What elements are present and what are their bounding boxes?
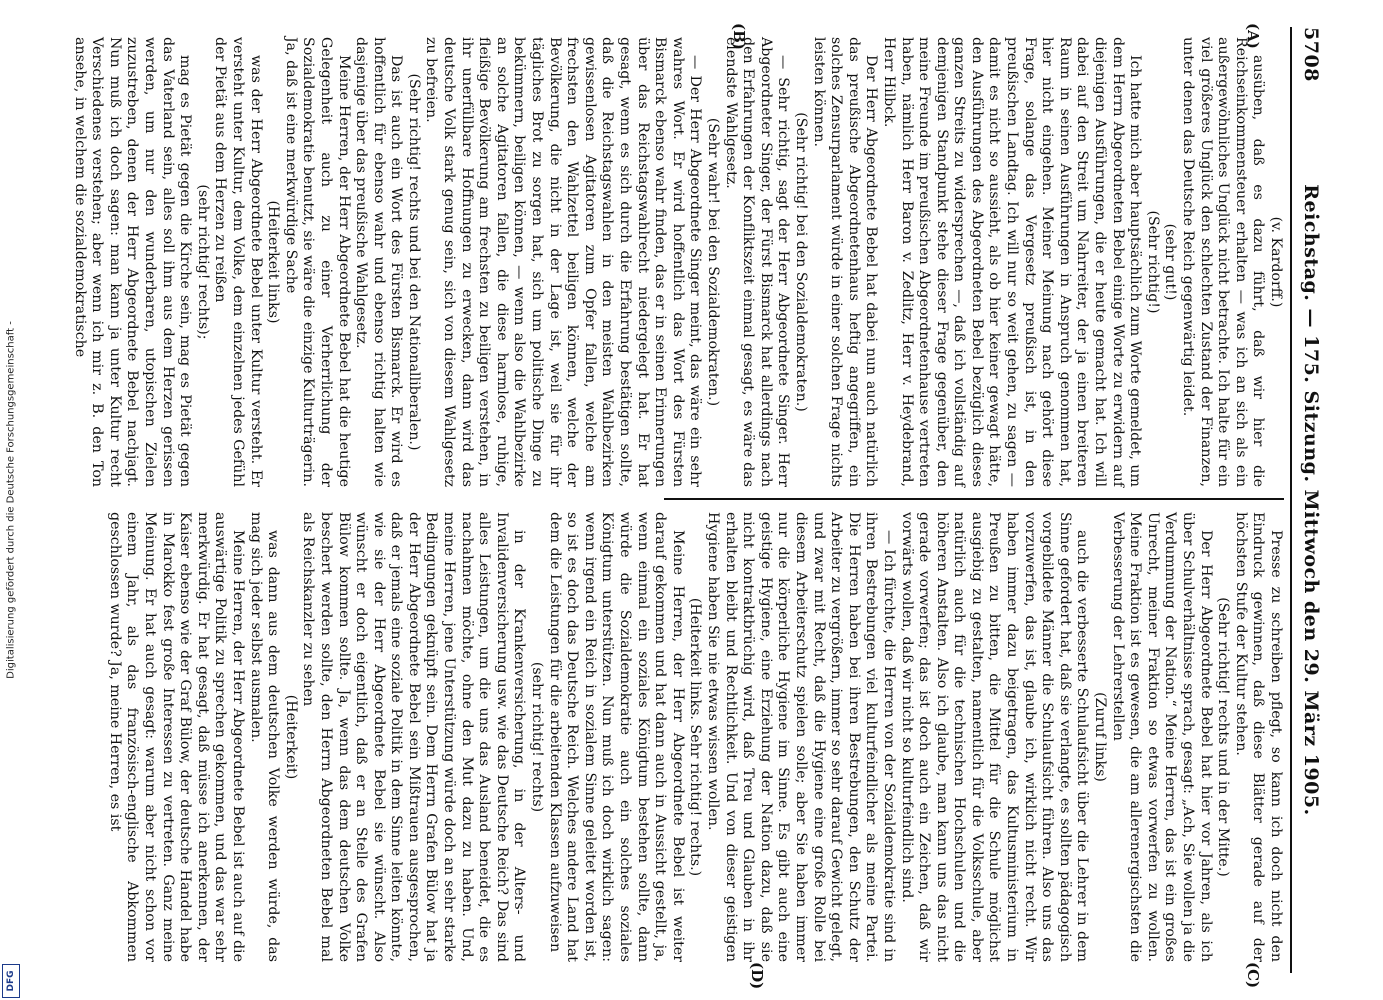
margin-marker-b: (B)	[730, 23, 748, 50]
digitization-note-text: Digitalisierung gefördert durch die Deutsche Forschungsgemeinschaft -	[5, 321, 17, 679]
left-text-column	[70, 37, 1284, 487]
interjection: (Heiterkeit links. Sehr richtig! rechts.)	[687, 597, 704, 877]
interjection: (Heiterkeit links)	[265, 200, 282, 324]
paragraph: Presse zu schreiben pflegt, so kann ich doch nicht den Eindruck gewinnen, daß diese Blätter gerade auf der höchsten Stufe der Kultur stehen.	[1232, 512, 1284, 962]
page-number: 5708	[1300, 27, 1322, 82]
paragraph: — Ich fürchte, die Herren von der Sozialdemokratie sind in ihren Bestrebungen viel kulturfeindlicher als meine Partei. Die Herren haben bei ihren Bestrebungen, den Schutz der Arbeiter zu vergrößern, immer so sehr darauf Gewicht gelegt, und zwar mit Recht, daß die Hygiene eine große Rolle bei diesem Arbeiterschutz spielen solle; aber Sie haben immer nur die körperliche Hygiene im Sinne. Es gibt auch eine geistige Hygiene, eine Erziehung der Nation dazu, daß sie nicht kontraktbrüchig wird, daß Treu und Glauben in ihr erhalten bleibt und Rechtlichkeit. Und von dieser geistigen Hygiene haben Sie nie etwas wissen wollen.	[705, 512, 897, 962]
interjection: (Sehr wahr! bei den Sozialdemokraten.)	[705, 117, 721, 407]
paragraph: Meine Herren, der Herr Abgeordnete Bebel ist weiter darauf gekommen und hat dann auch in Aussicht gestellt, ja, wenn einmal ein soziales Königtum bestehen sollte, dann würde die Sozialdemokratie auch ein solches soziales Königtum unterstützen. Nun muß ich doch wirklich sagen: wenn irgend ein Reich in sozialem Sinne geleitet worden ist, so ist es doch das Deutsche Reich. Welches andere Land hat dem die Leistungen für die arbeitenden Klassen aufzuweisen	[546, 512, 686, 962]
interjection: (sehr richtig! rechts)	[529, 661, 546, 813]
digitization-note	[2, 0, 20, 1000]
margin-marker-c: (C)	[1244, 962, 1262, 989]
margin-marker-d: (D)	[748, 962, 766, 990]
rotated-document-page	[46, 15, 1336, 990]
interjection: (Sehr richtig! rechts und bei den Nationalliberalen.)	[405, 73, 422, 451]
interjection: (Sehr richtig!)	[1144, 210, 1161, 314]
paragraph: Ich hatte mich aber hauptsächlich zum Worte gemeldet, um dem Herrn Abgeordneten Bebel einige Worte zu erwidern auf diejenigen Ausführungen, die er heute gemacht hat. Ich will dabei auf den Streit um Nahrreiter, der ja einen breiteren Raum in seinen Ausführungen in Anspruch genommen hat, hier nicht eingehen. Meiner Meinung nach gehört diese Frage, solange das Vergesetz preußisch ist, in den preußischen Landtag. Ich will nur so weit gehen, zu sagen — damit es nicht so aussieht, als ob hier keiner gewagt hätte, den Ausführungen des Abgeordneten Bebel bezüglich dieses ganzen Streits zu widersprechen —, daß ich vollständig auf demjenigen Standpunkt stehe dieser Frage gegenüber, den meine Freunde im preußischen Abgeordnetenhause vertreten haben, nämlich Herr Baron v. Zedlitz, Herr v. Heydebrand, Herr Hilbck.	[880, 37, 1144, 487]
paragraph: was der Herr Abgeordnete Bebel unter Kultur versteht. Er versteht unter Kultur, dem Volke, dem einzelnen jedes Gefühl der Pietät aus dem Herzen zu reißen	[212, 37, 264, 487]
paragraph: auch die verbesserte Schulaufsicht über die Lehrer in dem Sinne gefordert hat, daß sie verlangte, es sollten pädagogisch vorgebildete Männer die Schulaufsicht führen. Also uns das vorzuwerfen, das ist, glaube ich, wirklich nicht recht. Wir haben immer dazu beigetragen, das Kultusministerium in Preußen zu bitten, die Mittel für die Schule möglichst ausgiebig zu gestalten, namentlich für die Volksschule, aber natürlich auch für die technischen Hochschulen und die höheren Anstalten. Also ich glaube, man kann uns das nicht gerade vorwerfen; das ist doch auch ein Zeichen, daß wir vorwärts wollen, daß wir nicht so kulturfeindlich sind.	[898, 512, 1091, 962]
paragraph: Das ist auch ein Wort des Fürsten Bismarck. Er wird es hoffentlich für ebenso wahr und ebenso richtig halten wie dasjenige über das preußische Wahlgesetz.	[353, 37, 405, 487]
column-divider	[664, 498, 1284, 500]
paragraph: — Sehr richtig, sagt der Herr Abgeordnete Singer. Herr Abgeordneter Singer, der Fürst Bismarck hat allerdings nach den Erfahrungen der Konfliktszeit einmal gesagt, es wäre das elendste Wahlgesetz.	[722, 37, 792, 487]
paragraph: — Der Herr Abgeordnete Singer meint, das wäre ein sehr wahres Wort. Er wird hoffentlich das Wort des Fürsten Bismarck ebenso wahr finden, das er in seinen Erinnerungen über das Reichstagswahlrecht niedergelegt hat. Er hat gesagt, wenn es sich durch die Erfahrung bestätigen sollte, daß die Reichstagswahlen in den meisten Wahlbezirken gewissenlosen Agitatoren zum Opfer fallen, welche am frechsten den Wahlzettel beiligen können, welche der Bevölkerung, die nicht in der Lage ist, weil sie für ihr tägliches Brot zu sorgen hat, sich um politische Dinge zu bekümmern, beiligen können, — wenn also die Wahlbezirke an solche Agitatoren fallen, die diese harmlose, ruhige, fleißige Bevölkerung am frechsten zu beiligen verstehen, in ihr unerfüllbare Hoffnungen zu erwecken, dann wird das deutsche Volk stark genug sein, sich von diesem Wahlgesetz zu befreien.	[423, 37, 704, 487]
dfg-logo	[2, 964, 20, 998]
page-title: Reichstag. — 175. Sitzung. Mittwoch den 29. März 1905.	[1300, 184, 1322, 816]
paragraph: ausüben, daß es dazu führt, daß wir hier die Reichseinkommensteuer erhalten — was ich an sich als ein außergewöhnliches Unglück nicht betrachte. Ich halte für ein viel größeres Unglück den schlechten Zustand der Finanzen, unter denen das Deutsche Reich gegenwärtig leidet.	[1180, 37, 1267, 487]
interjection: (Sehr richtig! bei den Sozialdemokraten.)	[792, 112, 809, 412]
interjection: (sehr gut!)	[1162, 223, 1179, 301]
right-text-column	[105, 512, 1284, 962]
interjection: (Sehr richtig! rechts und in der Mitte.)	[1215, 597, 1232, 877]
interjection: (sehr richtig! rechts);	[194, 184, 211, 340]
speaker-label: (v. Kardorff.)	[1268, 216, 1284, 308]
paragraph: Meine Herren, der Herr Abgeordnete Bebel ist auch auf die auswärtige Politik zu sprechen gekommen, und das war sehr merkwürdig. Er hat gesagt, daß müsse ich anerkennen, der Kaiser ebenso wie der Graf Bülow, der deutsche Handel habe in Marokko fest große Interessen zu vertreten. Ganz meine Meinung. Er hat auch gesagt: warum aber nicht schon vor einem Jahr, als das französisch-englische Abkommen geschlossen wurde? Ja, meine Herren, es ist	[106, 512, 246, 962]
dfg-logo-text: DFG	[6, 970, 16, 992]
paragraph: Der Herr Abgeordnete Bebel hat dabei nun auch natürlich das preußische Abgeordnetenhaus heftig angegriffen, ein solches Zensurparlament würde in einer solchen Frage nichts leisten können.	[810, 37, 880, 487]
interjection: (Heiterkeit)	[282, 694, 299, 780]
paragraph: in der Krankenversicherung, in der Alters- und Invalidenversicherung usw. wie das Deutsche Reich? Das sind alles Leistungen, um die uns das Ausland beneidet, die es nachahmen möchte, ohne den Mut dazu zu haben. Und, meine Herren, jene Unterstützung würde doch an sehr starke Bedingungen geknüpft sein. Dem Herrn Grafen Bülow hat ja der Herr Abgeordnete Bebel sein Mißtrauen ausgesprochen, daß er jemals eine soziale Politik in dem Sinne leiten könnte, wie sie der Herr Abgeordnete Bebel sie wünscht. Also wünscht er doch eigentlich, daß er an Stelle des Grafen Bülow kommen sollte. Ja, wenn das dem deutschen Volke beschert werden sollte, den Herrn Abgeordneten Bebel mal als Reichskanzler zu sehen	[300, 512, 528, 962]
page-header	[1290, 27, 1326, 973]
paragraph: Meine Herren, der Herr Abgeordnete Bebel hat die heutige Gelegenheit auch zu einer Verherrlichung der Sozialdemokratie benutzt, sie wäre die einzige Kulturträgerin. Ja, daß ist eine merkwürdige Sache	[282, 37, 352, 487]
paragraph: mag es Pietät gegen die Kirche sein, mag es Pietät gegen das Vaterland sein, alles soll ihm aus dem Herzen gerissen werden, um nur den wunderbaren, utopischen Zielen zuzustreben, denen der Herr Abgeordnete Bebel nachjagt. Nun muß ich doch sagen: man kann ja unter Kultur recht Verschiedenes verstehen; aber wenn ich mir z. B. den Ton ansehe, in welchem die sozialdemokratische	[71, 37, 194, 487]
paragraph: Der Herr Abgeordnete Bebel hat hier vor Jahren, als ich über Schulverhältnisse sprach, gesagt: „Ach, Sie wollen ja die Verdummung der Nation.“ Meine Herren, das ist ein großes Unrecht, meiner Fraktion so etwas vorwerfen zu wollen. Meine Fraktion ist es gewesen, die am allerenergischsten die Verbesserung der Lehrerstellen	[1109, 512, 1214, 962]
margin-marker-a: (A)	[1244, 23, 1262, 49]
interjection: (Zuruf links)	[1092, 692, 1109, 782]
paragraph: was dann aus dem deutschen Volke werden würde, das mag sich jeder selbst ausmalen.	[247, 512, 282, 962]
